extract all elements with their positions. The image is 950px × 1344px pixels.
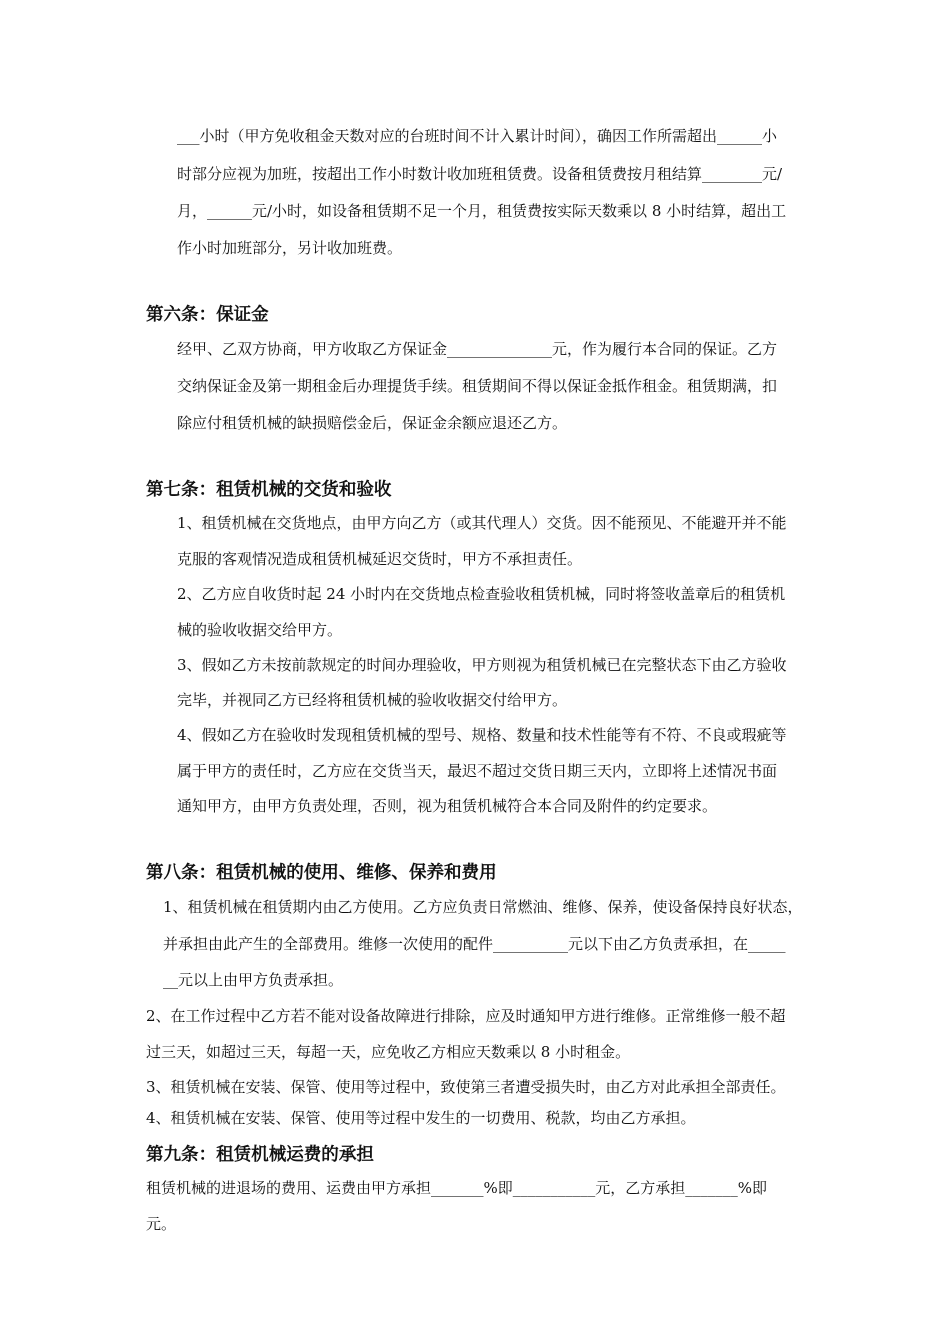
paragraph-line: 完毕，并视同乙方已经将租赁机械的验收收据交付给甲方。 [177,691,568,709]
paragraph-line: 1、租赁机械在租赁期内由乙方使用。乙方应负责日常燃油、维修、保养，使设备保持良好状态， [163,898,803,916]
paragraph-line: 3、租赁机械在安装、保管、使用等过程中，致使第三者遭受损失时，由乙方对此承担全部责任。 [146,1078,786,1096]
paragraph-line: 过三天，如超过三天，每超一天，应免收乙方相应天数乘以 8 小时租金。 [146,1043,631,1061]
paragraph-line: 4、租赁机械在安装、保管、使用等过程中发生的一切费用、税款，均由乙方承担。 [146,1109,696,1127]
paragraph-line: ___小时（甲方免收租金天数对应的台班时间不计入累计时间），确因工作所需超出______小 [177,127,778,145]
section-6-heading: 第六条：保证金 [146,305,269,325]
paragraph-line: 月，______元/小时，如设备租赁期不足一个月，租赁费按实际天数乘以 8 小时结算，超出工 [177,202,787,220]
paragraph-line: 克服的客观情况造成租赁机械延迟交货时，甲方不承担责任。 [177,550,583,568]
paragraph-line: 时部分应视为加班，按超出工作小时数计收加班租赁费。设备租赁费按月租结算________元/ [177,165,783,183]
paragraph-line: 2、在工作过程中乙方若不能对设备故障进行排除，应及时通知甲方进行维修。正常维修一般不超 [146,1007,786,1025]
paragraph-line: 通知甲方，由甲方负责处理，否则，视为租赁机械符合本合同及附件的约定要求。 [177,797,718,815]
paragraph-line: 4、假如乙方在验收时发现租赁机械的型号、规格、数量和技术性能等有不符、不良或瑕疵等 [177,726,787,744]
paragraph-line: 并承担由此产生的全部费用。维修一次使用的配件__________元以下由乙方负责承担，在_____ [163,935,786,953]
paragraph-line: 3、假如乙方未按前款规定的时间办理验收，甲方则视为租赁机械已在完整状态下由乙方验收 [177,656,787,674]
paragraph-line: 械的验收收据交给甲方。 [177,621,343,639]
paragraph-line: 属于甲方的责任时，乙方应在交货当天，最迟不超过交货日期三天内，立即将上述情况书面 [177,762,778,780]
paragraph-line: 经甲、乙双方协商，甲方收取乙方保证金______________元，作为履行本合同的保证。乙方 [177,340,778,358]
section-7-heading: 第七条：租赁机械的交货和验收 [146,480,392,500]
paragraph-line: 2、乙方应自收货时起 24 小时内在交货地点检查验收租赁机械，同时将签收盖章后的租赁机 [177,585,786,603]
paragraph-line: 1、租赁机械在交货地点，由甲方向乙方（或其代理人）交货。因不能预见、不能避开并不能 [177,514,787,532]
paragraph-line: 除应付租赁机械的缺损赔偿金后，保证金余额应退还乙方。 [177,414,568,432]
section-8-heading: 第八条：租赁机械的使用、维修、保养和费用 [146,863,497,883]
paragraph-line: 交纳保证金及第一期租金后办理提货手续。租赁期间不得以保证金抵作租金。租赁期满，扣 [177,377,778,395]
paragraph-line: 租赁机械的进退场的费用、运费由甲方承担_______%即___________元，乙方承担_______%即 [146,1179,768,1197]
section-9-heading: 第九条：租赁机械运费的承担 [146,1145,374,1165]
paragraph-line: 元。 [146,1215,177,1233]
paragraph-line: 作小时加班部分，另计收加班费。 [177,239,403,257]
paragraph-line: __元以上由甲方负责承担。 [163,971,344,989]
